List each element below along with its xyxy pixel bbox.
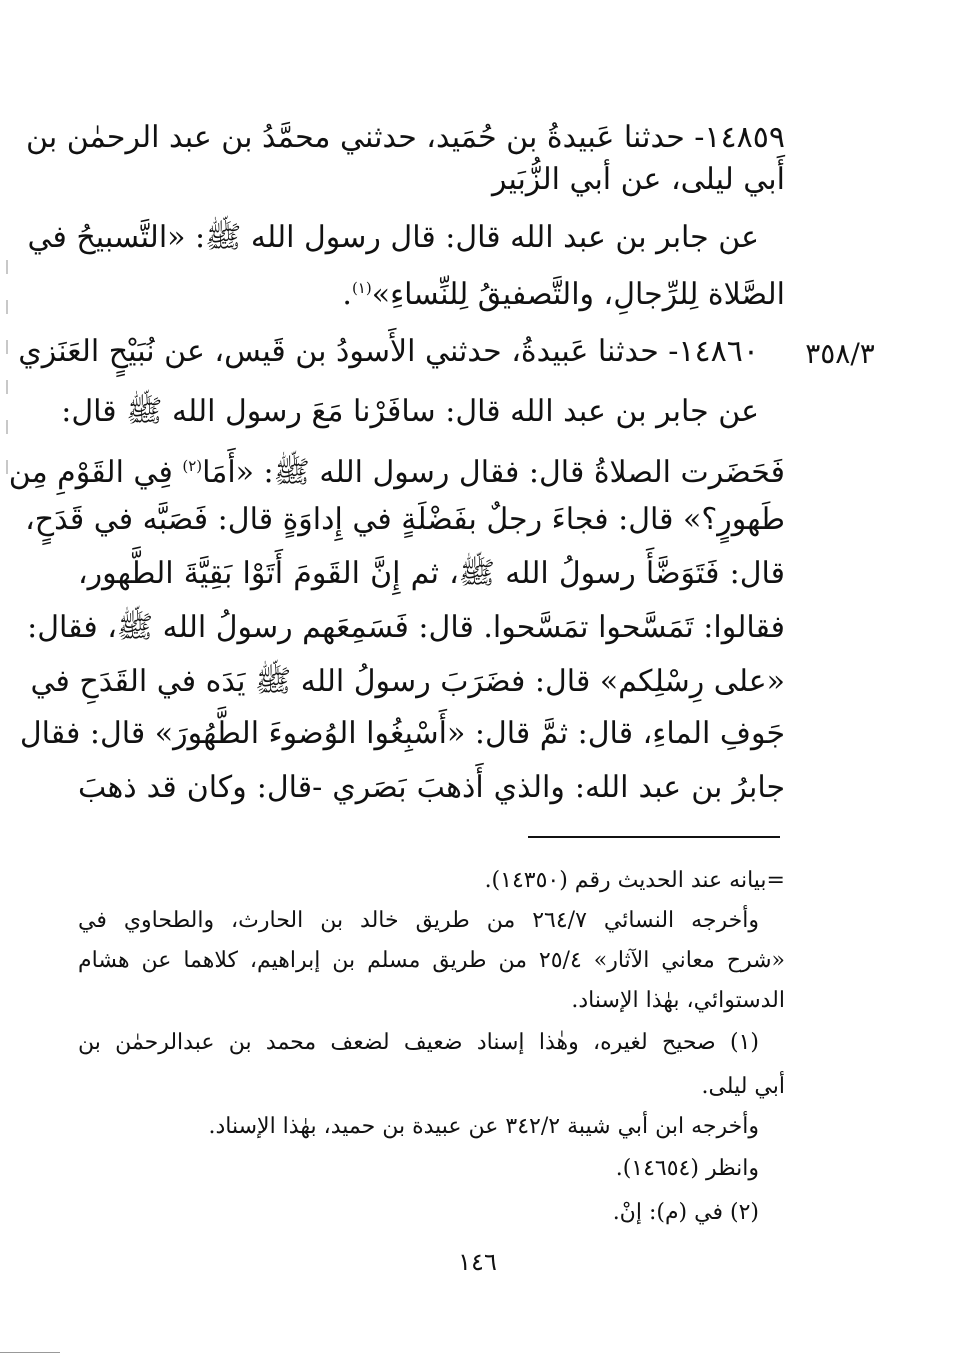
footnote-line: الدستوائي، بهٰذا الإسناد. — [571, 988, 785, 1013]
matn-text: الصَّلاة لِلرِّجالِ، والتَّصفيقُ لِلنِّساءِ» — [371, 277, 785, 312]
hadith-matn-line: عن جابر بن عبد الله قال: سافَرْنا مَعَ رسول الله ﷺ قال: — [61, 394, 759, 429]
scan-edge-mark — [6, 420, 8, 434]
matn-text-end: فِي القَوْمِ مِن — [8, 455, 183, 490]
footnote-line: «شرح معاني الآثار» ٢٥/٤ من طريق مسلم بن إبراهيم، كلاهما عن هشام — [78, 948, 785, 973]
footnote-line: أبي ليلى. — [701, 1074, 785, 1099]
hadith-isnad-line: ١٤٨٥٩- حدثنا عَبيدةُ بن حُمَيد، حدثني محمَّدُ بن عبد الرحمٰن بن — [26, 120, 785, 155]
footnote-line: وأخرجه ابن أبي شيبة ٣٤٢/٢ عن عبيدة بن حميد، بهٰذا الإسناد. — [208, 1114, 759, 1139]
footnote-marker: (٢) — [182, 457, 203, 475]
hadith-matn-line: عن جابر بن عبد الله قال: قال رسول الله ﷺ: «التَّسبيحُ في — [27, 220, 759, 255]
matn-text: فَحَضَرت الصلاةُ قال: فقال رسول الله ﷺ: «أَمَا — [202, 455, 785, 490]
hadith-matn-line: طَهورٍ؟» قال: فجاءَ رجلٌ بفَضْلَةٍ في إِداوَةٍ قال: فَصَبَّه في قَدَحٍ، — [25, 502, 785, 537]
hadith-matn-line: جَوفِ الماءِ، قال: ثمَّ قال: «أَسْبِغُوا الوُضوءَ الطَّهُورَ» قال: فقال — [19, 716, 785, 751]
scan-edge-mark — [6, 300, 8, 314]
scan-edge-mark — [6, 460, 8, 474]
footnote-line: =بيانه عند الحديث رقم (١٤٣٥٠). — [484, 868, 785, 893]
footnote-line: وانظر (١٤٦٥٤). — [615, 1156, 759, 1181]
hadith-matn-line: قال: فَتَوَضَّأَ رسولُ الله ﷺ، ثم إِنَّ القَومَ أَتَوْا بَقِيَّةَ الطَّهور، — [78, 556, 785, 591]
scan-edge-mark — [6, 260, 8, 274]
footnote-line: وأخرجه النسائي ٢٦٤/٧ من طريق خالد بن الحارث، والطحاوي في — [78, 908, 759, 933]
footnote-marker: (١) — [351, 279, 372, 297]
hadith-matn-line: فقالوا: تَمَسَّحوا تمَسَّحوا. قال: فَسَمِعَهم رسولُ الله ﷺ، فقال: — [27, 610, 785, 645]
hadith-matn-line: «على رِسْلِكم» قال: فضَرَبَ رسولُ الله ﷺ يَدَه في القَدَحِ في — [30, 664, 785, 699]
hadith-isnad-line: أَبي ليلى، عن أبي الزُّبَير — [491, 162, 785, 197]
footnote-line: (١) صحيح لغيره، وهٰذا إسناد ضعيف لضعف محمد بن عبدالرحمٰن بن — [78, 1030, 759, 1055]
margin-reference: ٣٥٨/٣ — [805, 337, 875, 370]
scan-edge-rule — [0, 1352, 60, 1353]
hadith-isnad-line: ١٤٨٦٠- حدثنا عَبيدةُ، حدثني الأَسودُ بن قَيس، عن نُبَيْحٍ العَنَزي — [18, 334, 759, 369]
page-number: ١٤٦ — [458, 1248, 497, 1276]
scan-edge-mark — [6, 340, 8, 354]
matn-text-end: . — [342, 277, 352, 312]
hadith-matn-line — [8, 444, 785, 495]
scan-edge-mark — [6, 380, 8, 394]
hadith-matn-line — [342, 266, 785, 317]
hadith-matn-line: جابرُ بن عبد الله: والذي أَذهبَ بَصَري -قال: وكان قد ذهبَ — [78, 770, 786, 805]
footnote-separator — [528, 836, 780, 838]
footnote-line: (٢) في (م): إنْ. — [612, 1200, 759, 1225]
